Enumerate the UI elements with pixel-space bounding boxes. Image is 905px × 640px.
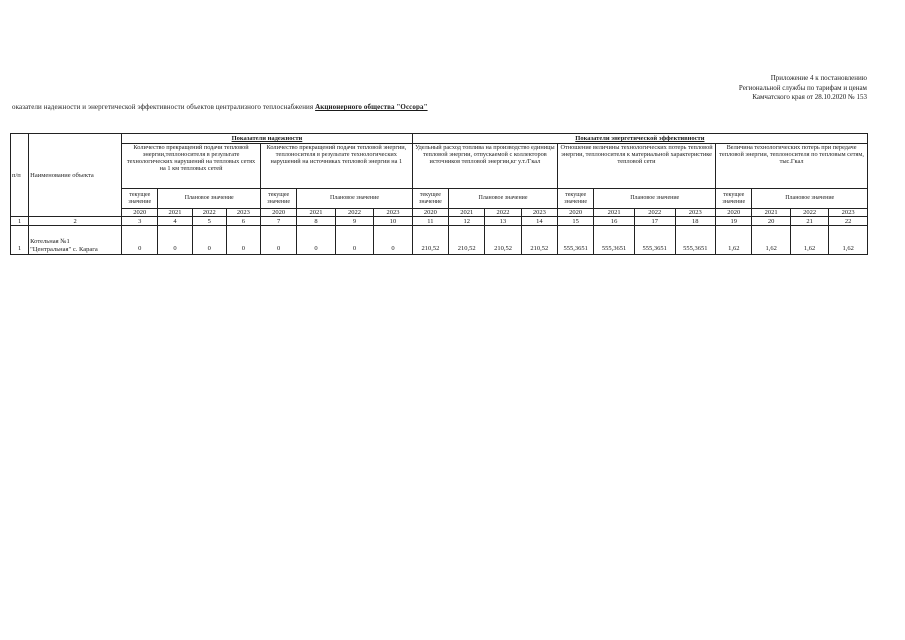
value-cell: 210,52 <box>449 226 485 255</box>
value-cell: 555,3651 <box>634 226 675 255</box>
header-year: 2023 <box>675 209 716 217</box>
column-number: 8 <box>297 217 335 226</box>
header-year: 2020 <box>412 209 448 217</box>
header-year: 2020 <box>558 209 594 217</box>
appendix-line: Камчатского края от 28.10.2020 № 153 <box>752 93 867 101</box>
value-cell: 210,52 <box>412 226 448 255</box>
header-planned-value: Плановое значение <box>594 189 716 209</box>
column-number: 11 <box>412 217 448 226</box>
header-current-value: текущее значение <box>716 189 752 209</box>
header-indicator-fuel-consumption: Удельный расход топлива на производство единицы тепловой энергии, отпускаемой с коллекторов источников тепловой энергии,кг у.т./Гкал <box>412 144 557 189</box>
value-cell: 555,3651 <box>594 226 635 255</box>
value-cell: 555,3651 <box>558 226 594 255</box>
header-current-value: текущее значение <box>412 189 448 209</box>
object-name-line: "Центральная" с. Карага <box>30 245 98 253</box>
header-year: 2021 <box>594 209 635 217</box>
value-cell: 555,3651 <box>675 226 716 255</box>
column-number: 6 <box>226 217 260 226</box>
appendix-line: Приложение 4 к постановлению <box>770 74 867 82</box>
column-number: 13 <box>485 217 521 226</box>
column-number: 2 <box>29 217 122 226</box>
header-planned-value: Плановое значение <box>449 189 558 209</box>
column-number: 4 <box>158 217 192 226</box>
appendix-note <box>712 74 867 103</box>
value-cell: 0 <box>226 226 260 255</box>
header-current-value: текущее значение <box>122 189 158 209</box>
value-cell: 1,62 <box>716 226 752 255</box>
header-planned-value: Плановое значение <box>158 189 261 209</box>
value-cell: 0 <box>122 226 158 255</box>
column-number: 9 <box>335 217 373 226</box>
column-number: 16 <box>594 217 635 226</box>
header-year: 2022 <box>634 209 675 217</box>
header-indicator-loss-ratio: Отношение величины технологических потерь тепловой энергии, теплоносителя к материальной характеристике тепловой сети <box>558 144 716 189</box>
appendix-line: Региональной службы по тарифам и ценам <box>738 83 867 92</box>
value-cell: 0 <box>335 226 373 255</box>
value-cell: 0 <box>260 226 296 255</box>
header-planned-value: Плановое значение <box>752 189 868 209</box>
header-year: 2021 <box>752 209 790 217</box>
header-year: 2020 <box>122 209 158 217</box>
value-cell: 210,52 <box>521 226 557 255</box>
column-number: 5 <box>192 217 226 226</box>
row-number: 1 <box>11 226 29 255</box>
column-number: 1 <box>11 217 29 226</box>
header-year: 2022 <box>485 209 521 217</box>
header-reliability-group: Показатели надежности <box>122 134 413 144</box>
value-cell: 0 <box>158 226 192 255</box>
header-current-value: текущее значение <box>558 189 594 209</box>
column-number: 12 <box>449 217 485 226</box>
column-number: 18 <box>675 217 716 226</box>
column-number: 21 <box>790 217 828 226</box>
organization-name: Акционерного общества "Оссора" <box>315 103 428 111</box>
header-year: 2021 <box>449 209 485 217</box>
header-year: 2023 <box>374 209 413 217</box>
column-number-row <box>11 217 868 226</box>
document-title <box>12 103 428 111</box>
value-cell: 0 <box>297 226 335 255</box>
header-year: 2022 <box>790 209 828 217</box>
header-indicator-heat-losses: Величина технологических потерь при передаче тепловой энергии, теплоносителя по тепловым сетям, тыс.Гкал <box>716 144 868 189</box>
header-year: 2022 <box>335 209 373 217</box>
header-year: 2021 <box>297 209 335 217</box>
header-year: 2023 <box>521 209 557 217</box>
header-pp: п/п <box>11 134 29 217</box>
column-number: 14 <box>521 217 557 226</box>
value-cell: 0 <box>374 226 413 255</box>
column-number: 22 <box>829 217 868 226</box>
header-year: 2020 <box>716 209 752 217</box>
value-cell: 210,52 <box>485 226 521 255</box>
header-year: 2021 <box>158 209 192 217</box>
column-number: 15 <box>558 217 594 226</box>
header-year: 2022 <box>192 209 226 217</box>
column-number: 10 <box>374 217 413 226</box>
object-name-cell <box>29 226 122 255</box>
header-efficiency-group: Показатели энергетической эффективности <box>412 134 867 144</box>
column-number: 7 <box>260 217 296 226</box>
value-cell: 0 <box>192 226 226 255</box>
header-object-name: Наименование объекта <box>29 134 122 217</box>
value-cell: 1,62 <box>829 226 868 255</box>
header-indicator-source-outages: Количество прекращений подачи тепловой энергии, теплоносителя в результате технологических нарушений на источниках тепловой энергии на 1 <box>260 144 412 189</box>
object-name-line: Котельная №1 <box>30 238 70 245</box>
header-planned-value: Плановое значение <box>297 189 412 209</box>
title-text: оказатели надежности и энергетической эффективности объектов централизного теплоснабжения <box>12 103 314 111</box>
value-cell: 1,62 <box>752 226 790 255</box>
header-year: 2023 <box>829 209 868 217</box>
header-year: 2023 <box>226 209 260 217</box>
header-current-value: текущее значение <box>260 189 296 209</box>
indicators-table <box>10 133 868 255</box>
column-number: 19 <box>716 217 752 226</box>
header-year: 2020 <box>260 209 296 217</box>
header-indicator-network-outages: Количество прекращений подачи тепловой энергии,теплоносителя в результате технологических нарушений на тепловых сетях на 1 км тепловых сетей <box>122 144 261 189</box>
value-cell: 1,62 <box>790 226 828 255</box>
column-number: 20 <box>752 217 790 226</box>
table-row <box>11 226 868 255</box>
column-number: 17 <box>634 217 675 226</box>
column-number: 3 <box>122 217 158 226</box>
